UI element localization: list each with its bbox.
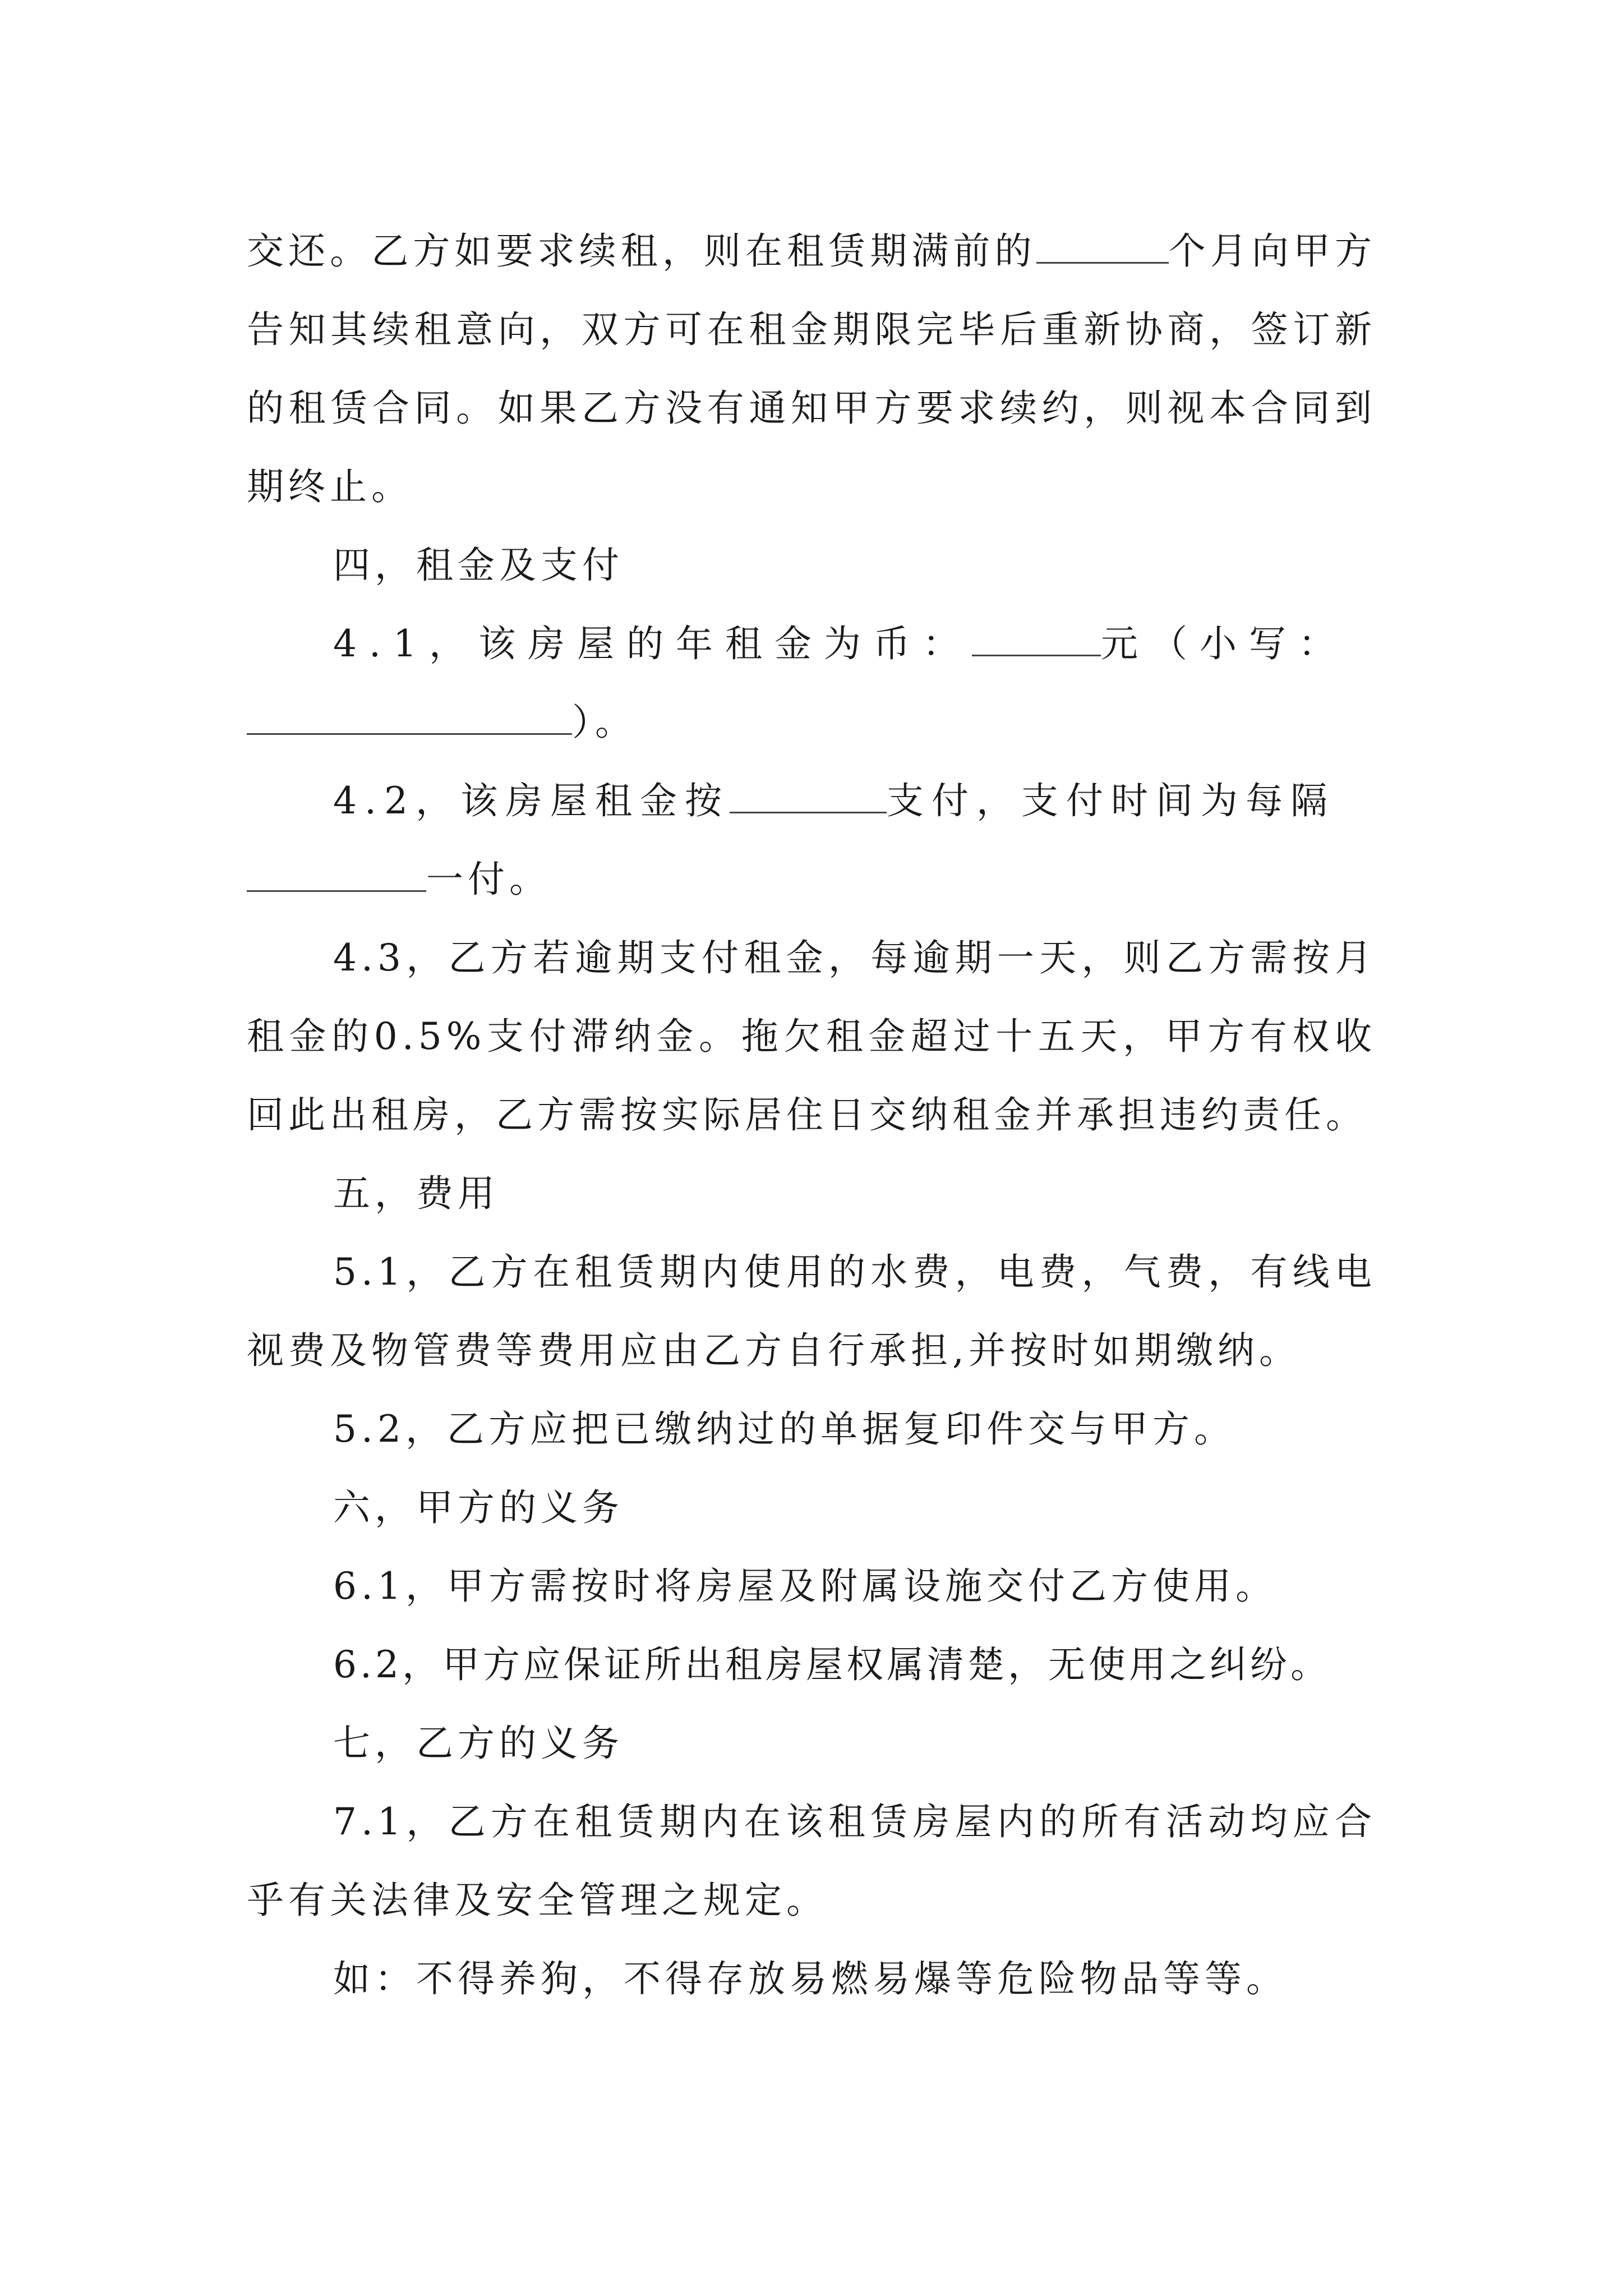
blank-payment-interval: [247, 857, 426, 892]
paragraph-renewal: [247, 212, 1376, 526]
clause-4-3: 4.3，乙方若逾期支付租金，每逾期一天，则乙方需按月租金的0.5%支付滞纳金。拖欠租金超过十五天，甲方有权收回此出租房，乙方需按实际居住日交纳租金并承担违约责任。: [247, 936, 1376, 1137]
heading-fees: 五，费用: [333, 1172, 499, 1215]
clause-4-2-text-b: 支付，支付时间为每隔: [886, 779, 1335, 822]
renewal-text-1: 交还。乙方如要求续租，则在租赁期满前的: [247, 229, 1036, 273]
renewal-text-2: 个月向甲方告知其续租意向，双方可在租金期限完毕后重新协商，签订新的租赁合同。如果乙方没有通知甲方要求续约，则视本合同到期终止。: [247, 229, 1377, 508]
blank-annual-rent: [972, 621, 1101, 656]
blank-payment-method: [730, 778, 887, 813]
clause-4-2: [247, 762, 1376, 840]
clause-4-1: [247, 605, 1376, 683]
document-body: [247, 212, 1376, 2018]
heading-party-b-obligations: 七，乙方的义务: [333, 1722, 624, 1765]
clause-7-1-example: 如：不得养狗，不得存放易燃易爆等危险物品等等。: [333, 1957, 1288, 2000]
blank-months: [1036, 228, 1169, 264]
clause-7-1: 7.1，乙方在租赁期内在该租赁房屋内的所有活动均应合乎有关法律及安全管理之规定。: [247, 1800, 1376, 1922]
clause-4-1-text-c: ）。: [572, 701, 637, 744]
clause-4-2-line2: [247, 840, 1376, 919]
clause-4-1-text-b: 元（小写：: [1100, 622, 1348, 665]
clause-5-2: 5.2，乙方应把已缴纳过的单据复印件交与甲方。: [333, 1407, 1235, 1451]
clause-4-1-text-a: 4.1，该房屋的年租金为币：: [333, 622, 972, 665]
clause-4-2-text-c: 一付。: [426, 858, 551, 901]
heading-party-a-obligations: 六，甲方的义务: [333, 1486, 624, 1529]
blank-rent-lowercase: [247, 700, 572, 735]
clause-5-1: 5.1，乙方在租赁期内使用的水费，电费，气费，有线电视费及物管费等费用应由乙方自行承担,并按时如期缴纳。: [247, 1250, 1376, 1372]
clause-4-2-text-a: 4.2，该房屋租金按: [333, 779, 730, 822]
clause-6-1: 6.1，甲方需按时将房屋及附属设施交付乙方使用。: [333, 1565, 1277, 1608]
clause-6-2: 6.2，甲方应保证所出租房屋权属清楚，无使用之纠纷。: [333, 1643, 1331, 1686]
heading-rent-payment: 四，租金及支付: [333, 544, 624, 587]
clause-4-1-line2: [247, 683, 1376, 762]
